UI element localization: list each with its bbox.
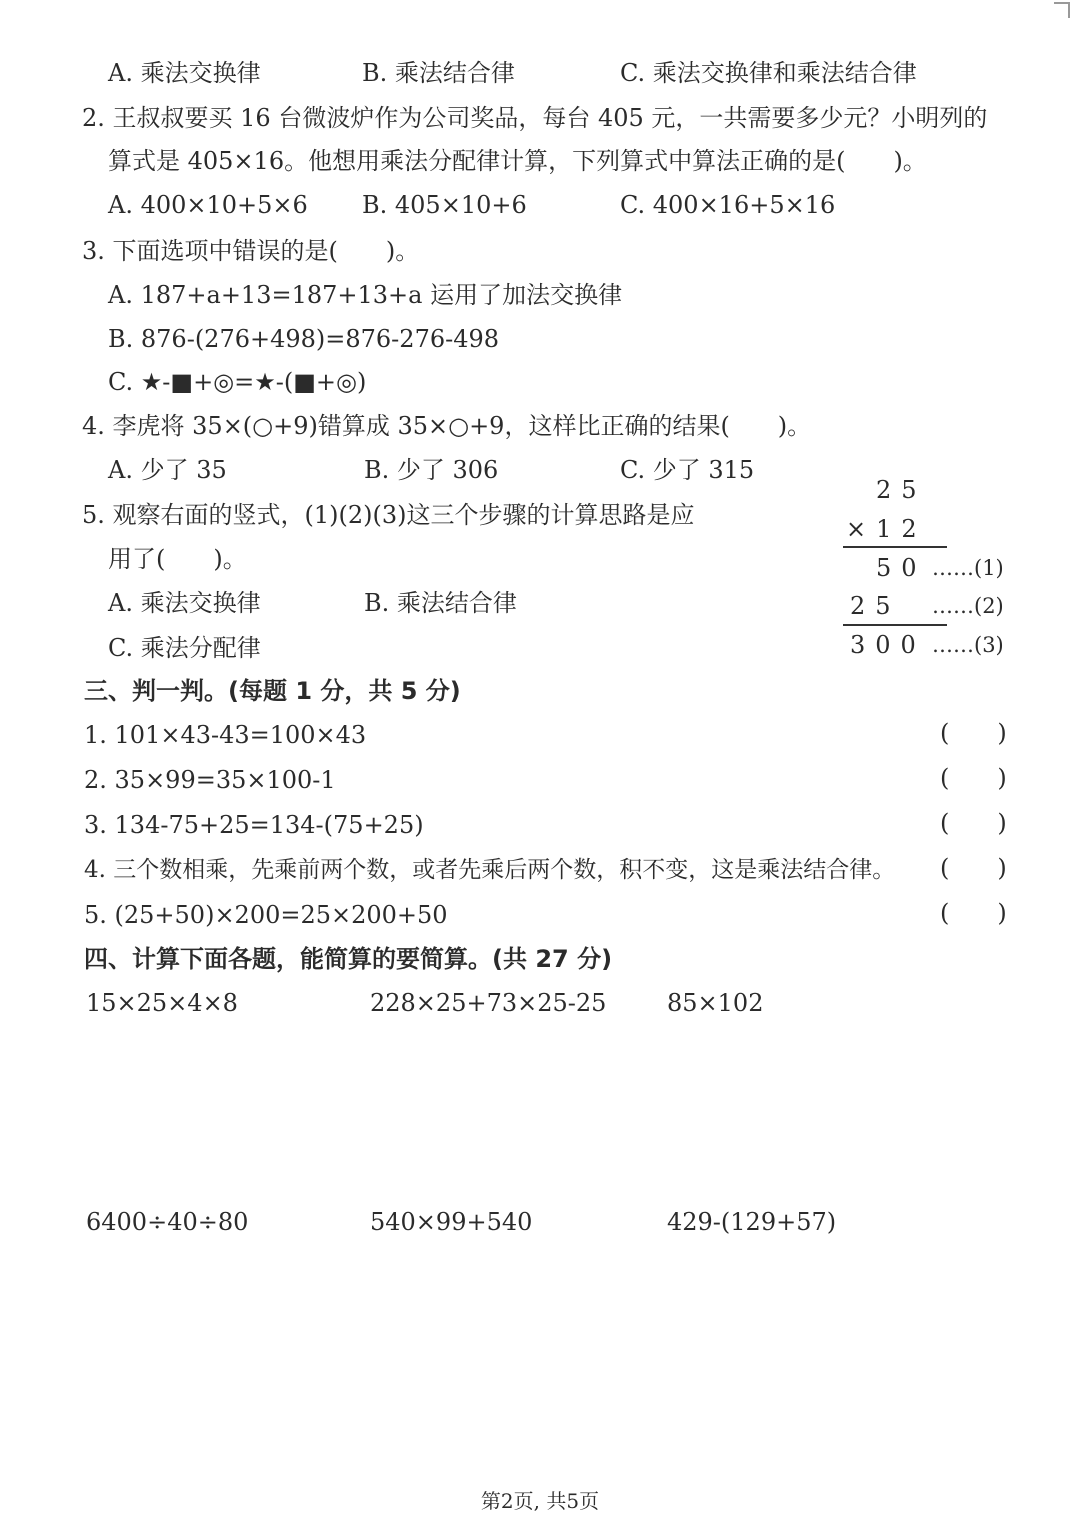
section3-title: 三、判一判。(每题 1 分，共 5 分) — [84, 677, 461, 705]
q5-stem-line1: 5. 观察右面的竖式，(1)(2)(3)这三个步骤的计算思路是应 — [82, 501, 695, 529]
q4-option-a: A. 少了 35 — [108, 456, 227, 484]
q2-option-a: A. 400×10+5×6 — [108, 191, 308, 219]
q3-option-c: C. ★-■+◎=★-(■+◎) — [108, 368, 367, 396]
calc-problem-5: 540×99+540 — [370, 1208, 533, 1236]
vertical-step-1-label: ……(1) — [932, 556, 1004, 580]
vertical-row-partial-1: 50 — [876, 554, 927, 582]
judge-item-2: 2. 35×99=35×100-1 — [84, 766, 336, 794]
q5-option-b: B. 乘法结合律 — [364, 589, 517, 617]
judge-answer-bracket-2[interactable]: ( ) — [940, 764, 1007, 792]
section4-title: 四、计算下面各题，能简算的要简算。(共 27 分) — [84, 945, 613, 973]
vertical-step-2-label: ……(2) — [932, 594, 1004, 618]
vertical-row-product: 300 — [850, 631, 926, 659]
judge-item-5: 5. (25+50)×200=25×200+50 — [84, 901, 448, 929]
calc-problem-1: 15×25×4×8 — [86, 989, 238, 1017]
page-corner-mark — [1054, 2, 1070, 18]
judge-answer-bracket-5[interactable]: ( ) — [940, 899, 1007, 927]
vertical-row-multiplicand: 25 — [876, 476, 927, 504]
vertical-row-partial-2: 25 — [850, 592, 901, 620]
q5-stem-line2: 用了( )。 — [108, 545, 247, 573]
q3-option-b: B. 876-(276+498)=876-276-498 — [108, 325, 500, 353]
q3-stem: 3. 下面选项中错误的是( )。 — [82, 237, 420, 265]
judge-item-1: 1. 101×43-43=100×43 — [84, 721, 367, 749]
q2-stem-line1: 2. 王叔叔要买 16 台微波炉作为公司奖品，每台 405 元，一共需要多少元？小明列的 — [82, 104, 988, 132]
q1-option-c: C. 乘法交换律和乘法结合律 — [620, 59, 917, 87]
judge-item-3: 3. 134-75+25=134-(75+25) — [84, 811, 424, 839]
q2-stem-line2: 算式是 405×16。他想用乘法分配律计算，下列算式中算法正确的是( )。 — [108, 147, 927, 175]
q5-option-c: C. 乘法分配律 — [108, 634, 261, 662]
page-number-footer: 第2页, 共5页 — [480, 1489, 600, 1513]
judge-answer-bracket-3[interactable]: ( ) — [940, 809, 1007, 837]
judge-answer-bracket-4[interactable]: ( ) — [940, 854, 1007, 882]
q5-option-a: A. 乘法交换律 — [108, 589, 261, 617]
q4-option-c: C. 少了 315 — [620, 456, 755, 484]
q3-option-a: A. 187+a+13=187+13+a 运用了加法交换律 — [108, 281, 623, 309]
judge-answer-bracket-1[interactable]: ( ) — [940, 719, 1007, 747]
calc-problem-2: 228×25+73×25-25 — [370, 989, 607, 1017]
vertical-row-multiplier: ×12 — [846, 515, 927, 543]
calc-problem-4: 6400÷40÷80 — [86, 1208, 249, 1236]
q1-option-b: B. 乘法结合律 — [362, 59, 515, 87]
q2-option-b: B. 405×10+6 — [362, 191, 527, 219]
calc-problem-3: 85×102 — [667, 989, 764, 1017]
vertical-rule-1 — [843, 546, 947, 548]
q2-option-c: C. 400×16+5×16 — [620, 191, 836, 219]
vertical-rule-2 — [843, 624, 947, 626]
q4-stem: 4. 李虎将 35×(○+9)错算成 35×○+9，这样比正确的结果( )。 — [82, 412, 812, 440]
q4-option-b: B. 少了 306 — [364, 456, 499, 484]
q1-option-a: A. 乘法交换律 — [108, 59, 261, 87]
judge-item-4: 4. 三个数相乘，先乘前两个数，或者先乘后两个数，积不变，这是乘法结合律。 — [84, 857, 896, 883]
vertical-step-3-label: ……(3) — [932, 633, 1004, 657]
calc-problem-6: 429-(129+57) — [667, 1208, 837, 1236]
